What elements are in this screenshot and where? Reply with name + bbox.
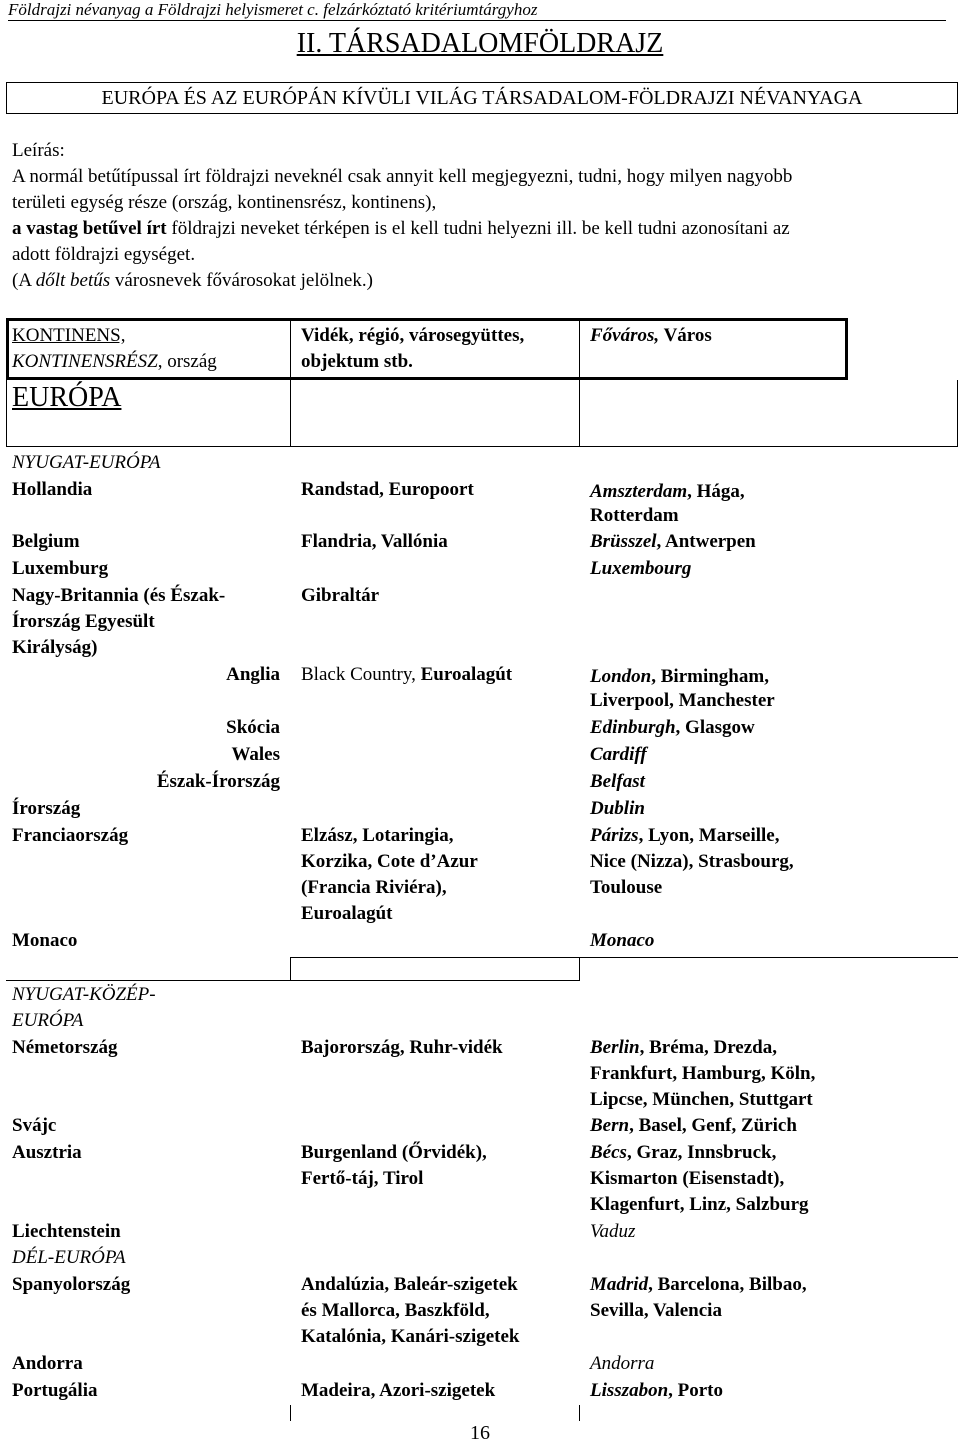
description-line xyxy=(12,270,373,292)
cities: , Barcelona, Bilbao, xyxy=(648,1274,807,1295)
capital: Belfast xyxy=(590,771,645,792)
city-list: Sevilla, Valencia xyxy=(590,1300,722,1321)
region-heading: NYUGAT-EURÓPA xyxy=(12,452,161,473)
column-divider xyxy=(290,1405,291,1421)
column-divider xyxy=(290,318,291,446)
region: Korzika, Cote d’Azur xyxy=(301,851,478,872)
cities: , Glasgow xyxy=(675,717,755,738)
page-number: 16 xyxy=(470,1422,490,1444)
city-list xyxy=(590,823,779,849)
region-bold: Euroalagút xyxy=(420,664,513,685)
country: Spanyolország xyxy=(12,1274,131,1295)
cities: , Hága, xyxy=(687,481,745,502)
capital: Vaduz xyxy=(590,1221,636,1242)
italic-phrase: KONTINENSRÉSZ xyxy=(12,351,158,372)
italic-phrase: dőlt betűs xyxy=(35,270,111,291)
cities: , Basel, Genf, Zürich xyxy=(629,1115,797,1136)
capital: Amszterdam xyxy=(590,481,688,502)
cities: , Porto xyxy=(668,1380,724,1401)
region-text: Black Country, xyxy=(301,664,421,685)
city-list xyxy=(590,1140,776,1166)
cities: , Bréma, Drezda, xyxy=(639,1037,777,1058)
country: Hollandia xyxy=(12,479,93,500)
region: Andalúzia, Baleár-szigetek xyxy=(301,1274,518,1295)
region-heading: DÉL-EURÓPA xyxy=(12,1247,126,1268)
region: Fertő-táj, Tirol xyxy=(301,1168,424,1189)
city-list xyxy=(590,715,755,741)
country: Franciaország xyxy=(12,825,129,846)
city-list: Rotterdam xyxy=(590,505,679,526)
subcountry: Észak-Írország xyxy=(156,771,280,792)
header-continent: KONTINENS, xyxy=(12,325,126,346)
city-list: Lipcse, München, Stuttgart xyxy=(590,1089,813,1110)
capital: London xyxy=(590,666,652,687)
description-line: A normál betűtípussal írt földrajzi neveknél csak annyit kell megjegyezni, tudni, hogy milyen nagyobb xyxy=(12,166,793,187)
region: Madeira, Azori-szigetek xyxy=(301,1380,496,1401)
capital: Párizs xyxy=(590,825,639,846)
region: Bajorország, Ruhr-vidék xyxy=(301,1037,503,1058)
capital: Berlin xyxy=(590,1037,640,1058)
region-heading: NYUGAT-KÖZÉP- xyxy=(12,984,156,1005)
column-divider xyxy=(6,380,7,446)
country: Monaco xyxy=(12,930,78,951)
section-title: EURÓPA ÉS AZ EURÓPÁN KÍVÜLI VILÁG TÁRSADALOM-FÖLDRAJZI NÉVANYAGA xyxy=(6,82,958,114)
country: Liechtenstein xyxy=(12,1221,121,1242)
description-line xyxy=(12,218,790,240)
part-title: II. TÁRSADALOMFÖLDRAJZ xyxy=(296,28,664,59)
header-region: Vidék, régió, városegyüttes, xyxy=(301,325,525,346)
region: Gibraltár xyxy=(301,585,380,606)
header-text: Város xyxy=(659,325,712,346)
region-heading: EURÓPA xyxy=(12,1010,84,1031)
region: és Mallorca, Baszkföld, xyxy=(301,1300,490,1321)
description-text: (A xyxy=(12,270,36,291)
capital: Dublin xyxy=(590,798,645,819)
region: Randstad, Europoort xyxy=(301,479,474,500)
country: Svájc xyxy=(12,1115,57,1136)
country: Luxemburg xyxy=(12,558,109,579)
row-divider xyxy=(6,446,958,447)
header-region: objektum stb. xyxy=(301,351,413,372)
header-text: , ország xyxy=(157,351,217,372)
capital: Bern xyxy=(590,1115,630,1136)
city-list xyxy=(590,1113,797,1139)
region: (Francia Riviéra), xyxy=(301,877,447,898)
region xyxy=(301,662,512,688)
country: Belgium xyxy=(12,531,80,552)
city-list: Kismarton (Eisenstadt), xyxy=(590,1168,785,1189)
row-divider xyxy=(6,980,296,981)
country: Ausztria xyxy=(12,1142,82,1163)
region: Katalónia, Kanári-szigetek xyxy=(301,1326,520,1347)
column-divider xyxy=(579,1405,580,1421)
country: Portugália xyxy=(12,1380,98,1401)
capital: Bécs xyxy=(590,1142,627,1163)
header-rule xyxy=(8,20,946,21)
capital: Cardiff xyxy=(590,744,647,765)
country: Írország xyxy=(12,798,81,819)
description-line: adott földrajzi egységet. xyxy=(12,244,196,265)
capital: Lisszabon xyxy=(590,1380,669,1401)
capital: Andorra xyxy=(590,1353,655,1374)
column-divider xyxy=(290,957,291,980)
running-header: Földrajzi névanyag a Földrajzi helyismeret c. felzárkóztató kritériumtárgyhoz xyxy=(8,0,538,19)
bold-phrase: a vastag betűvel írt xyxy=(12,218,167,239)
italic-phrase: Főváros, xyxy=(590,325,660,346)
cities: , Graz, Innsbruck, xyxy=(626,1142,777,1163)
city-list: Toulouse xyxy=(590,877,663,898)
country: Németország xyxy=(12,1037,118,1058)
region: Euroalagút xyxy=(301,903,393,924)
description-line: területi egység része (ország, kontinensrész, kontinens), xyxy=(12,192,437,213)
description-label: Leírás: xyxy=(12,140,65,161)
subcountry: Skócia xyxy=(226,717,280,738)
city-list xyxy=(590,529,756,555)
column-divider xyxy=(579,318,580,446)
subcountry: Wales xyxy=(231,744,280,765)
cities: , Birmingham, xyxy=(651,666,769,687)
description-text: városnevek fővárosokat jelölnek.) xyxy=(110,270,373,291)
capital: Monaco xyxy=(590,930,655,951)
header-continent-part xyxy=(12,349,217,375)
capital: Edinburgh xyxy=(590,717,676,738)
capital: Luxembourg xyxy=(590,558,692,579)
country: Írország Egyesült xyxy=(12,611,155,632)
row-divider xyxy=(290,957,958,958)
country: Királyság) xyxy=(12,637,98,658)
header-city xyxy=(590,323,712,349)
subcountry: Anglia xyxy=(226,664,280,685)
city-list: Frankfurt, Hamburg, Köln, xyxy=(590,1063,816,1084)
city-list xyxy=(590,1035,777,1061)
region: Burgenland (Őrvidék), xyxy=(301,1142,487,1163)
city-list: Nice (Nizza), Strasbourg, xyxy=(590,851,794,872)
region: Elzász, Lotaringia, xyxy=(301,825,454,846)
city-list: Liverpool, Manchester xyxy=(590,690,775,711)
continent-title: EURÓPA xyxy=(12,382,122,413)
capital: Brüsszel xyxy=(590,531,657,552)
city-list xyxy=(590,1272,807,1298)
city-list xyxy=(590,664,769,690)
cities: , Antwerpen xyxy=(656,531,756,552)
cities: , Lyon, Marseille, xyxy=(638,825,780,846)
country: Nagy-Britannia (és Észak- xyxy=(12,585,226,606)
row-divider xyxy=(290,980,580,981)
description-text: földrajzi neveket térképen is el kell tudni helyezni ill. be kell tudni azonosítani az xyxy=(166,218,790,239)
country: Andorra xyxy=(12,1353,83,1374)
city-list xyxy=(590,479,745,505)
city-list xyxy=(590,1378,723,1404)
column-divider xyxy=(579,957,580,980)
region: Flandria, Vallónia xyxy=(301,531,448,552)
city-list: Klagenfurt, Linz, Salzburg xyxy=(590,1194,809,1215)
column-divider xyxy=(957,380,958,446)
capital: Madrid xyxy=(590,1274,649,1295)
